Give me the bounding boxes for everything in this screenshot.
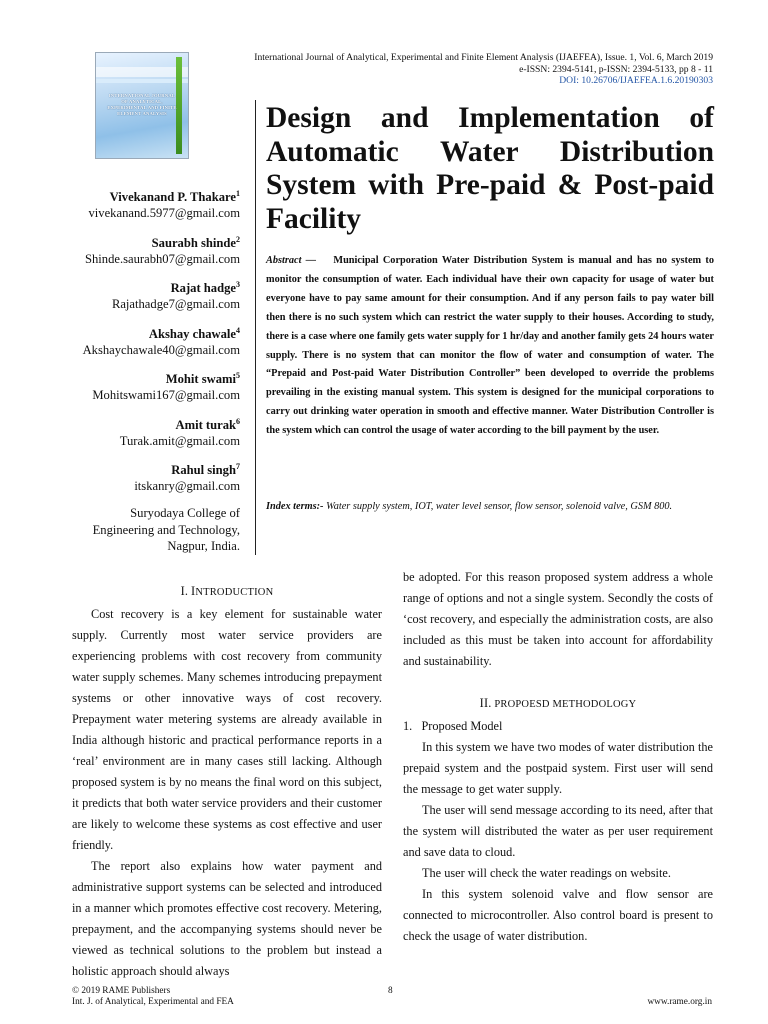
- author-email: Rajathadge7@gmail.com: [111, 297, 240, 312]
- index-terms-text: Water supply system, IOT, water level sensor, flow sensor, solenoid valve, GSM 800.: [326, 501, 673, 512]
- index-terms: [266, 497, 714, 516]
- journal-cover-image: [95, 52, 189, 159]
- author-email: vivekanand.5977@gmail.com: [88, 205, 240, 220]
- journal-header: [254, 52, 713, 87]
- author-list: [83, 186, 240, 555]
- author-entry: Rajat hadge$^3$ Rajathadge7@gmail.com: [83, 277, 240, 313]
- copyright: © 2019 RAME Publishers: [72, 986, 171, 996]
- paper-title: Design and Implementation of Automatic Water Distribution System with Pre-paid & Post-paid Facility: [266, 102, 714, 235]
- author-entry: Rahul singh$^7$ itskanry@gmail.com: [83, 459, 240, 495]
- methodology-paragraph: In this system solenoid valve and flow sensor are connected to microcontroller. Also control board is present to check the usage of water distribution.: [403, 887, 713, 943]
- methodology-paragraph: In this system we have two modes of water distribution the prepaid system and the postpaid system. First user will send the message to get water supply.: [403, 740, 713, 796]
- author-entry: Mohit swami$^5$ Mohitswami167@gmail.com: [83, 368, 240, 404]
- author-name: Mohit swami: [165, 372, 236, 387]
- issn-line: e-ISSN: 2394-5141, p-ISSN: 2394-5133, pp 8 - 11: [519, 63, 713, 75]
- author-name: Akshay chawale: [148, 326, 236, 341]
- author-entry: Saurabh shinde$^2$ Shinde.saurabh07@gmail.com: [83, 232, 240, 268]
- author-name: Rahul singh: [171, 463, 236, 478]
- abstract-text: Municipal Corporation Water Distribution System is manual and has no system to monitor the consumption of water. Each individual have their own capacity for usage of water but everyone have to pay same amount for their consumption. And if any person fails to pay water bill then there is no such system which can restrict the water supply to their houses. According to study, there is a case where one family gets water supply for 1 hr/day and another family gets 24 hours water supply. There is no system that can monitor the flow of water and consumption of water. The “Prepaid and Post-paid Water Distribution Controller” been developed to override the problems prevailing in the existing manual system. This system is designed for the municipal corporations to carry out drinking water operation in smooth and effective manner. Water Distribution Controller is the system which can control the usage of water according to the bill payment by the user.: [266, 255, 715, 437]
- section-heading-introduction: I. INTRODUCTION: [180, 584, 274, 598]
- author-email: itskanry@gmail.com: [134, 479, 240, 494]
- author-name: Amit turak: [175, 418, 236, 433]
- author-name: Saurabh shinde: [151, 235, 236, 250]
- intro-paragraph: The report also explains how water payment and administrative support systems can be selected and introduced in a manner which promotes effective cost recovery. Metering, prepayment, and the accompanying systems should never be viewed as technical solutions to the problem but instead a holistic approach should always: [72, 859, 382, 978]
- footer-left: [72, 986, 234, 1008]
- affiliation: Suryodaya College of Engineering and Technology, Nagpur, India.: [92, 506, 240, 554]
- author-entry: Vivekanand P. Thakare$^1$ vivekanand.5977@gmail.com: [83, 186, 240, 222]
- subsection-heading: 1. Proposed Model: [403, 719, 503, 733]
- author-email: Mohitswami167@gmail.com: [92, 388, 240, 403]
- index-terms-label: Index terms:-: [266, 501, 324, 512]
- author-email: Turak.amit@gmail.com: [119, 433, 240, 448]
- journal-short-name: Int. J. of Analytical, Experimental and FEA: [72, 997, 234, 1007]
- methodology-paragraph: The user will check the water readings on website.: [422, 866, 671, 880]
- author-name: Vivekanand P. Thakare: [109, 190, 236, 205]
- right-column: [403, 567, 713, 947]
- intro-paragraph: Cost recovery is a key element for sustainable water supply. Currently most water service providers are experiencing problems with cost recovery from community water supply schemes. Many schemes introducing prepayment systems or other innovative ways of cost recovery. Prepayment water metering systems are already available in India although historic and practical performance reports in a ‘real’ environment are in many cases still lacking. Although proposed system is by no means the final word on this subject, it predicts that both water service providers and their customer are likely to welcome these systems as cost effective and user friendly.: [72, 607, 382, 852]
- column-divider: [255, 100, 256, 555]
- methodology-paragraph: The user will send message according to its need, after that the system will distributed the water as per user requirement and save data to cloud.: [403, 803, 713, 859]
- author-name: Rajat hadge: [170, 281, 236, 296]
- abstract-label: Abstract —: [266, 255, 317, 266]
- page-number: 8: [388, 986, 393, 996]
- left-column: [72, 581, 382, 982]
- doi-link[interactable]: DOI: 10.26706/IJAEFEA.1.6.20190303: [559, 75, 713, 86]
- author-email: Shinde.saurabh07@gmail.com: [85, 251, 240, 266]
- cover-logo-text: INTERNATIONAL JOURNAL OF ANALYTICAL, EXPERIMENTAL AND FINITE ELEMENT ANALYSIS: [107, 93, 177, 116]
- journal-line: International Journal of Analytical, Experimental and Finite Element Analysis (IJAEFEA), Issue. 1, Vol. 6, March 2019: [254, 52, 713, 63]
- author-entry: Amit turak$^6$ Turak.amit@gmail.com: [83, 414, 240, 450]
- website[interactable]: www.rame.org.in: [647, 997, 712, 1007]
- continuation-paragraph: be adopted. For this reason proposed system address a whole range of options and not a single system. Secondly the costs of ‘cost recovery, and especially the administration costs, are also included as this must be taken into account for affordability and sustainability.: [403, 570, 713, 668]
- author-entry: Akshay chawale$^4$ Akshaychawale40@gmail.com: [82, 325, 240, 357]
- abstract: [266, 252, 714, 441]
- section-heading-methodology: II. PROPOESD METHODOLOGY: [479, 696, 637, 710]
- author-email: Akshaychawale40@gmail.com: [82, 342, 240, 357]
